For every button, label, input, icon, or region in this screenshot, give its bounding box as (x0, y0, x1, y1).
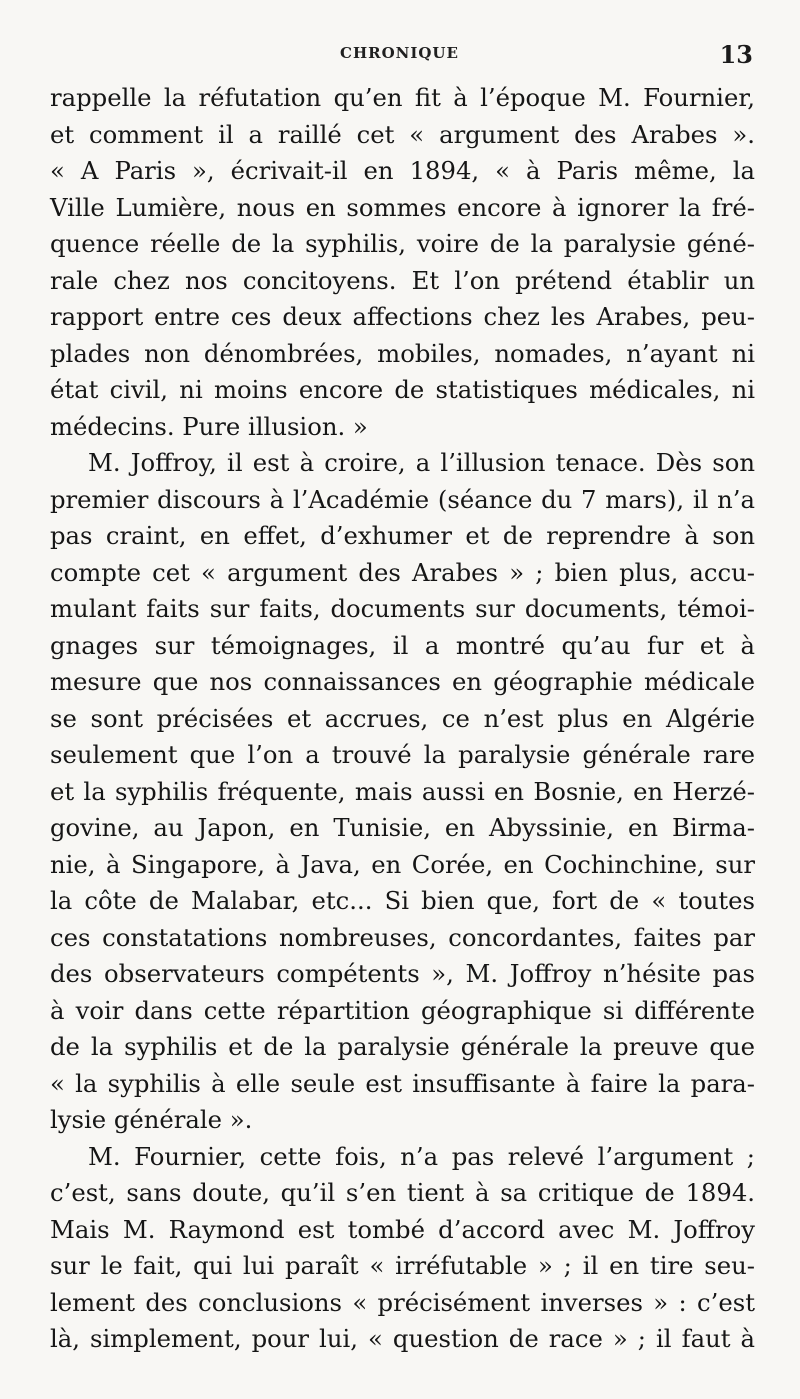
text-line: de la syphilis et de la paralysie générale la preuve que (50, 1032, 755, 1061)
text-line: ces constatations nombreuses, concordantes, faites par (50, 922, 755, 952)
text-line: médecins. Pure illusion. » (50, 411, 368, 441)
text-line: Mais M. Raymond est tombé d’accord avec M. Joffroy (50, 1214, 755, 1244)
text-line: quence réelle de la syphilis, voire de la paralysie géné- (50, 229, 755, 258)
text-line: Ville Lumière, nous en sommes encore à ignorer la fré- (50, 192, 755, 222)
paragraph-start-line: M. Fournier, cette fois, n’a pas relevé l’argument ; (88, 1141, 755, 1171)
text-line: rale chez nos concitoyens. Et l’on prétend établir un (50, 265, 755, 295)
text-line: rapport entre ces deux affections chez les Arabes, peu- (50, 302, 755, 331)
text-line: lysie générale ». (50, 1105, 253, 1134)
text-line: mesure que nos connaissances en géographie médicale (50, 667, 755, 696)
text-line: compte cet « argument des Arabes » ; bien plus, accu- (50, 557, 755, 587)
text-line: état civil, ni moins encore de statistiques médicales, ni (50, 375, 755, 404)
text-line: mulant faits sur faits, documents sur documents, témoi- (50, 594, 755, 623)
text-line: se sont précisées et accrues, ce n’est plus en Algérie (50, 703, 755, 733)
text-line: nie, à Singapore, à Java, en Corée, en Cochinchine, sur (50, 849, 755, 879)
text-line: « A Paris », écrivait-il en 1894, « à Paris même, la (50, 156, 755, 185)
body-text (50, 80, 755, 1358)
text-line: c’est, sans doute, qu’il s’en tient à sa critique de 1894. (50, 1178, 755, 1207)
text-line: pas craint, en effet, d’exhumer et de reprendre à son (50, 521, 755, 550)
text-line: et la syphilis fréquente, mais aussi en Bosnie, en Herzé- (50, 776, 755, 806)
text-line: sur le fait, qui lui paraît « irréfutable » ; il en tire seu- (50, 1251, 755, 1280)
text-line: gnages sur témoignages, il a montré qu’au fur et à (50, 630, 755, 660)
text-line: la côte de Malabar, etc... Si bien que, fort de « toutes (50, 886, 755, 915)
paragraph-start-line: M. Joffroy, il est à croire, a l’illusion tenace. Dès son (88, 448, 755, 477)
text-line: là, simplement, pour lui, « question de race » ; il faut à (50, 1324, 755, 1353)
text-line: plades non dénombrées, mobiles, nomades, n’ayant ni (50, 338, 755, 368)
text-line: à voir dans cette répartition géographique si différente (50, 995, 755, 1025)
text-line: seulement que l’on a trouvé la paralysie générale rare (50, 740, 755, 769)
text-line: et comment il a raillé cet « argument des Arabes ». (50, 119, 755, 149)
text-line: lement des conclusions « précisément inverses » : c’est (50, 1287, 755, 1317)
text-line: « la syphilis à elle seule est insuffisante à faire la para- (50, 1068, 755, 1098)
text-line: govine, au Japon, en Tunisie, en Abyssinie, en Birma- (50, 813, 755, 842)
text-line: premier discours à l’Académie (séance du 7 mars), il n’a (50, 484, 755, 514)
text-line: des observateurs compétents », M. Joffroy n’hésite pas (50, 959, 755, 988)
text-line: rappelle la réfutation qu’en fit à l’époque M. Fournier, (50, 83, 755, 112)
page-number: 13 (719, 40, 753, 69)
running-head: CHRONIQUE (340, 44, 459, 62)
